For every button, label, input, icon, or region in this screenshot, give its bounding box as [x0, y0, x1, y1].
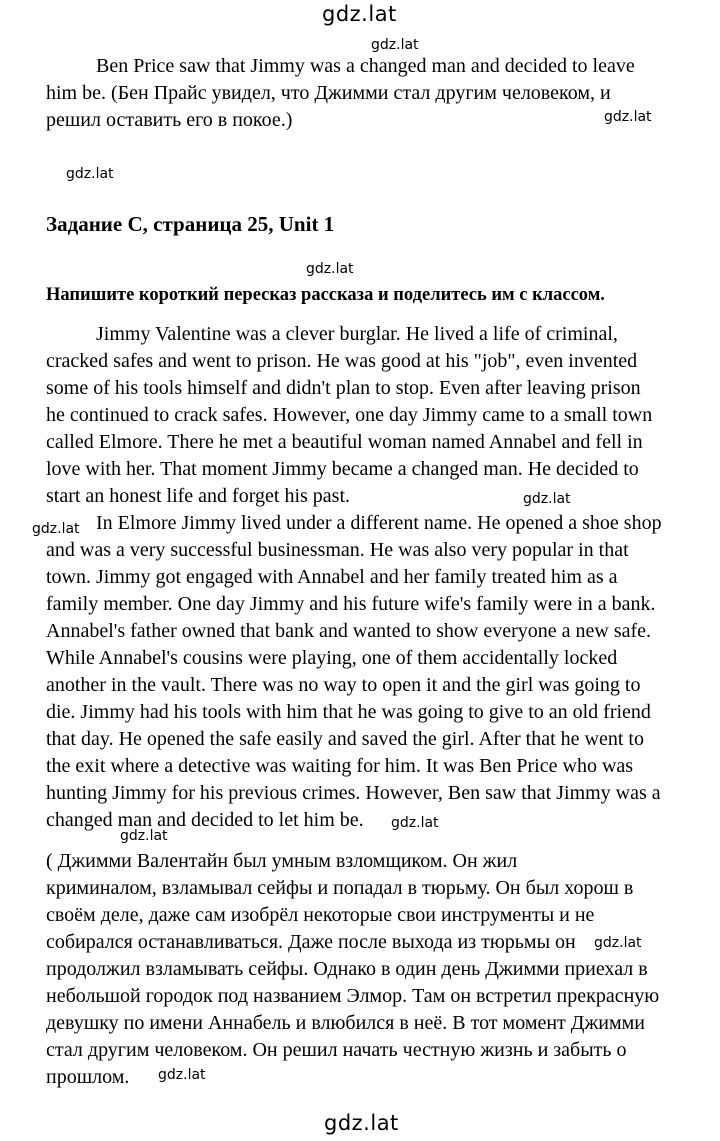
watermark: gdz.lat [594, 935, 642, 951]
watermark: gdz.lat [66, 166, 114, 182]
text-line: ( Джимми Валентайн был умным взломщиком. Он жил [46, 850, 518, 872]
text-line: стал другим человеком. Он решил начать честную жизнь и забыть о [46, 1039, 627, 1061]
watermark: gdz.lat [523, 491, 571, 507]
text-line: прошлом. [46, 1066, 130, 1088]
watermark: gdz.lat [391, 815, 439, 831]
text-line: family member. One day Jimmy and his future wife's family were in a bank. [46, 593, 656, 615]
text-line: криминалом, взламывал сейфы и попадал в тюрьму. Он был хорош в [46, 877, 634, 899]
text-line: start an honest life and forget his past. [46, 485, 351, 507]
watermark: gdz.lat [604, 109, 652, 125]
intro-line: Ben Price saw that Jimmy was a changed man and decided to leave [96, 55, 635, 77]
text-line: another in the vault. There was no way to open it and the girl was going to [46, 674, 641, 696]
text-line: Annabel's father owned that bank and wanted to show everyone a new safe. [46, 620, 652, 642]
text-line: cracked safes and went to prison. He was good at his "job", even invented [46, 350, 638, 372]
text-line: своём деле, даже сам изобрёл некоторые свои инструменты и не [46, 904, 595, 926]
text-line: собирался останавливаться. Даже после выхода из тюрьмы он [46, 931, 576, 953]
text-line: town. Jimmy got engaged with Annabel and her family treated him as a [46, 566, 618, 588]
intro-line: him be. (Бен Прайс увидел, что Джимми стал другим человеком, и [46, 82, 611, 104]
text-line: and was a very successful businessman. He was also very popular in that [46, 539, 629, 561]
text-line: девушку по имени Аннабель и влюбился в неё. В тот момент Джимми [46, 1012, 645, 1034]
watermark: gdz.lat [371, 37, 419, 53]
text-line: called Elmore. There he met a beautiful woman named Annabel and fell in [46, 431, 643, 453]
text-line: Jimmy Valentine was a clever burglar. He lived a life of criminal, [96, 323, 618, 345]
text-line: die. Jimmy had his tools with him that he was going to give to an old friend [46, 701, 651, 723]
task-title: Задание С, страница 25, Unit 1 [46, 212, 335, 236]
text-line: he continued to crack safes. However, one day Jimmy came to a small town [46, 404, 653, 426]
watermark: gdz.lat [32, 521, 80, 537]
text-line: changed man and decided to let him be. [46, 809, 364, 831]
text-line: that day. He opened the safe easily and saved the girl. After that he went to [46, 728, 644, 750]
text-line: While Annabel's cousins were playing, one of them accidentally locked [46, 647, 618, 669]
intro-line: решил оставить его в покое.) [46, 109, 293, 131]
task-instruction: Напишите короткий пересказ рассказа и поделитесь им с классом. [46, 285, 605, 305]
watermark: gdz.lat [158, 1067, 206, 1083]
watermark: gdz.lat [306, 261, 354, 277]
text-line: In Elmore Jimmy lived under a different name. He opened a shoe shop [96, 512, 662, 534]
text-line: some of his tools himself and didn't plan to stop. Even after leaving prison [46, 377, 641, 399]
text-line: небольшой городок под названием Элмор. Там он встретил прекрасную [46, 985, 660, 1007]
text-line: hunting Jimmy for his previous crimes. However, Ben saw that Jimmy was a [46, 782, 661, 804]
text-line: love with her. That moment Jimmy became a changed man. He decided to [46, 458, 639, 480]
text-line: the exit where a detective was waiting for him. It was Ben Price who was [46, 755, 634, 777]
watermark: gdz.lat [120, 828, 168, 844]
watermark-top: gdz.lat [322, 2, 397, 26]
text-line: продолжил взламывать сейфы. Однако в один день Джимми приехал в [46, 958, 648, 980]
watermark-bottom: gdz.lat [324, 1111, 399, 1135]
